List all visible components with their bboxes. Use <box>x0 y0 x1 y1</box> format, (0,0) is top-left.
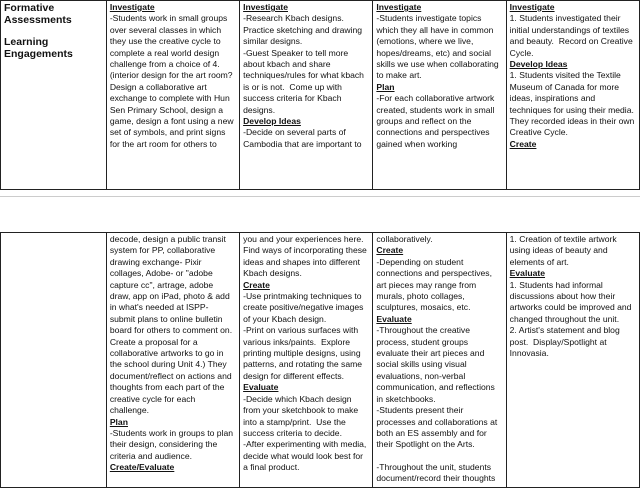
table-cell <box>373 233 506 488</box>
cell-text: 1. Creation of textile artwork using ideas of beauty and elements of art. <box>509 234 620 267</box>
table-row <box>1 233 640 488</box>
row-header-cell <box>1 1 107 190</box>
section-heading: Create <box>376 245 404 256</box>
cell-text: 1. Students visited the Textile Museum of Canada for more ideas, inspirations and techniques for using their media. They recorded ideas in their own Creative Cycle. <box>509 70 639 138</box>
row-header-cell-empty <box>1 233 107 488</box>
table-cell <box>373 1 506 190</box>
spacer <box>376 451 502 462</box>
table-cell <box>506 1 639 190</box>
section-heading: Develop Ideas <box>509 59 568 70</box>
assessment-table-bottom <box>0 232 640 488</box>
table-cell <box>106 233 239 488</box>
cell-text: -Students present their processes and collaborations at both an ES assembly and for their Spotlight on the Arts. <box>376 405 500 450</box>
section-heading: Create/Evaluate <box>109 462 175 473</box>
cell-text: -Print on various surfaces with various inks/paints. Explore printing multiple designs, using patterns, and rotating the same design for different effects. <box>243 325 365 381</box>
cell-text: -Students work in small groups over several classes in which they use the creative cycle to complete a real world design challenge from a choice of 4. (interior design for the art room? Design a collaborative art exchange to complete with Hun Sen Primary School, design a game, design a font using a new set of symbols, and print signs for the art room for others to <box>109 13 236 149</box>
cell-text: -Depending on student connections and perspectives, art pieces may range from murals, photo collages, sculptures, mosaics, etc. <box>376 256 495 313</box>
cell-text: -Guest Speaker to tell more about kbach and share techniques/rules for what kbach is or is not. Come up with success criteria for Kbach designs. <box>243 47 367 115</box>
section-heading: Plan <box>109 416 128 427</box>
cell-text: -Use printmaking techniques to create positive/negative images of your Kbach design. <box>243 291 366 324</box>
cell-text: -Throughout the unit, students document/record their thoughts <box>376 461 496 484</box>
section-heading: Evaluate <box>243 382 279 393</box>
table-cell <box>506 233 639 488</box>
cell-text: -Research Kbach designs. Practice sketching and drawing similar designs. <box>243 13 365 47</box>
section-heading: Develop Ideas <box>243 116 301 127</box>
table-cell <box>240 233 373 488</box>
cell-text: 2. Artist's statement and blog post. Display/Spotlight at Innovasia. <box>509 325 623 359</box>
section-heading: Investigate <box>509 2 555 12</box>
cell-text: collaboratively. <box>376 234 433 244</box>
table-cell <box>106 1 239 190</box>
cell-text: -After experimenting with media, decide what would look best for a final product. <box>243 439 369 473</box>
cell-text: -Students work in groups to plan their design, considering the criteria and audience. <box>109 427 236 461</box>
section-heading: Create <box>509 138 537 149</box>
cell-text: decode, design a public transit system for PP, collaborative drawing exchange- Pixir collages, Adobe- or "adobe capture cc", artrage, adobe draw, app on iPad, photo & add in what's needed at ISPP- submit plans to online bulletin board for others to comment on. Create a proposal for a collaborative artworks to go in the school during Unit 4.) They document/reflect on actions and thoughts from each part of the creative cycle for each challenge. <box>109 234 235 416</box>
section-heading: Evaluate <box>509 268 546 279</box>
page-break-divider <box>0 196 640 197</box>
cell-text: -Decide on several parts of Cambodia that are important to <box>243 127 362 149</box>
row-title: Formative Assessments <box>4 2 72 26</box>
section-heading: Investigate <box>109 2 155 12</box>
cell-text: 1. Students investigated their initial understandings of textiles and beauty. Record on Creative Cycle. <box>509 13 636 58</box>
section-heading: Investigate <box>243 2 288 12</box>
cell-text: -For each collaborative artwork created, students work in small groups and reflect on the connections and perspectives gained when working <box>376 93 497 149</box>
section-heading: Create <box>243 279 270 290</box>
table-row <box>1 1 640 190</box>
cell-text: -Students investigate topics which they all have in common (emotions, where we live, hopes/dreams, etc) and social skills we use when collaborating to make art. <box>376 13 502 81</box>
cell-text: -Decide which Kbach design from your sketchbook to make into a stamp/print. Use the success criteria to decide. <box>243 393 361 438</box>
cell-text: 1. Students had informal discussions about how their artworks could be improved and changed throughout the unit. <box>509 279 634 324</box>
cell-text: -Throughout the creative process, student groups evaluate their art pieces and social skills using visual evaluations, non-verbal communication, and reflections in sketchbooks. <box>376 325 498 404</box>
row-subtitle: Learning Engagements <box>4 36 73 60</box>
section-heading: Evaluate <box>376 313 412 324</box>
section-heading: Plan <box>376 81 395 92</box>
section-heading: Investigate <box>376 2 422 12</box>
table-cell <box>240 1 373 190</box>
cell-text: you and your experiences here. Find ways of incorporating these ideas and shapes into different Kbach designs. <box>243 234 370 279</box>
assessment-table-top <box>0 0 640 190</box>
